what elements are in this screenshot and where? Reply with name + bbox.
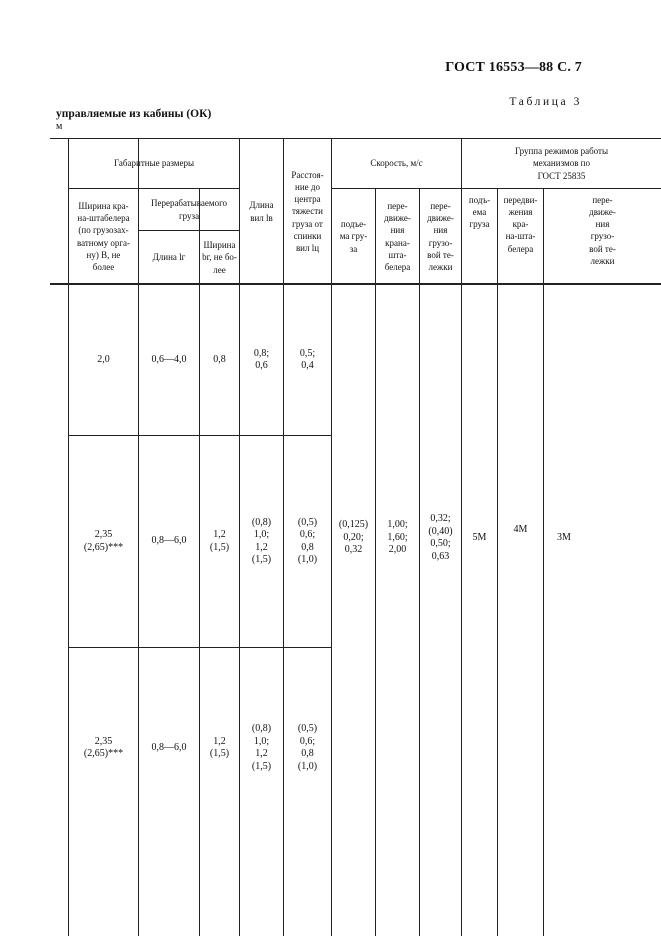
speed-crane-travel-values: 1,00; 1,60; 2,00 [387, 519, 408, 556]
header-speed: Скорость, м/с [370, 158, 423, 169]
header-mode-crane-travel: передви- жения кра- на-шта- белера [503, 195, 538, 254]
header-length-lr: Длина lг [152, 252, 186, 263]
row3-width-br: 1,2 (1,5) [209, 735, 230, 759]
specifications-table [50, 138, 661, 936]
header-center-distance: Расстоя- ние до центра тяжести груза от спинки вил lц [291, 170, 324, 253]
row1-width-b: 2,0 [97, 353, 110, 365]
unit-label: м [56, 121, 63, 132]
header-mode-lift: подъ- ема груза [468, 195, 491, 230]
row2-fork-length: (0,8) 1,0; 1,2 (1,5) [251, 516, 272, 565]
header-width-b: Ширина кра- на-штабелера (по грузозах- ватному орга- ну) B, не более [76, 201, 131, 272]
header-width-br: Ширина bг, не бо- лее [202, 240, 237, 275]
header-speed-crane-travel: пере- движе- ния крана- шта- белера [384, 201, 411, 272]
speed-trolley-travel-values: 0,32; (0,40) 0,50; 0,63 [428, 513, 453, 562]
row1-center-distance: 0,5; 0,4 [299, 347, 316, 371]
row1-length-lr: 0,6—4,0 [151, 353, 187, 365]
header-speed-trolley-travel: пере- движе- ния грузо- вой те- лежки [427, 201, 454, 272]
row1-fork-length: 0,8; 0,6 [253, 347, 270, 371]
header-mode-group: Группа режимов работы механизмов по ГОСТ 25835 [514, 146, 609, 181]
mode-lift-value: 5М [472, 531, 487, 543]
row2-width-br: 1,2 (1,5) [209, 529, 230, 553]
header-dimensions: Габаритные размеры [113, 158, 195, 169]
row3-fork-length: (0,8) 1,0; 1,2 (1,5) [251, 723, 272, 772]
row3-length-lr: 0,8—6,0 [151, 741, 187, 753]
row2-width-b: 2,35 (2,65)*** [83, 529, 124, 553]
header-mode-trolley-travel: пере- движе- ния грузо- вой те- лежки [589, 195, 616, 266]
header-fork-length: Длина вил lв [249, 200, 274, 223]
page-header: ГОСТ 16553—88 С. 7 [445, 60, 582, 75]
mode-trolley-travel-value: 3М [557, 531, 571, 543]
mode-crane-travel-value: 4М [513, 523, 528, 535]
speed-lift-values: (0,125) 0,20; 0,32 [338, 519, 369, 556]
table-label: Таблица 3 [509, 96, 582, 108]
row3-center-distance: (0,5) 0,6; 0,8 (1,0) [297, 723, 318, 772]
row2-center-distance: (0,5) 0,6; 0,8 (1,0) [297, 516, 318, 565]
table-caption: управляемые из кабины (ОК) [56, 108, 212, 120]
header-processed-load: Перерабатываемого груза [150, 198, 228, 221]
row2-length-lr: 0,8—6,0 [151, 535, 187, 547]
row1-width-br: 0,8 [213, 353, 226, 365]
header-speed-lift: подъе- ма гру- за [339, 219, 368, 254]
row3-width-b: 2,35 (2,65)*** [83, 735, 124, 759]
